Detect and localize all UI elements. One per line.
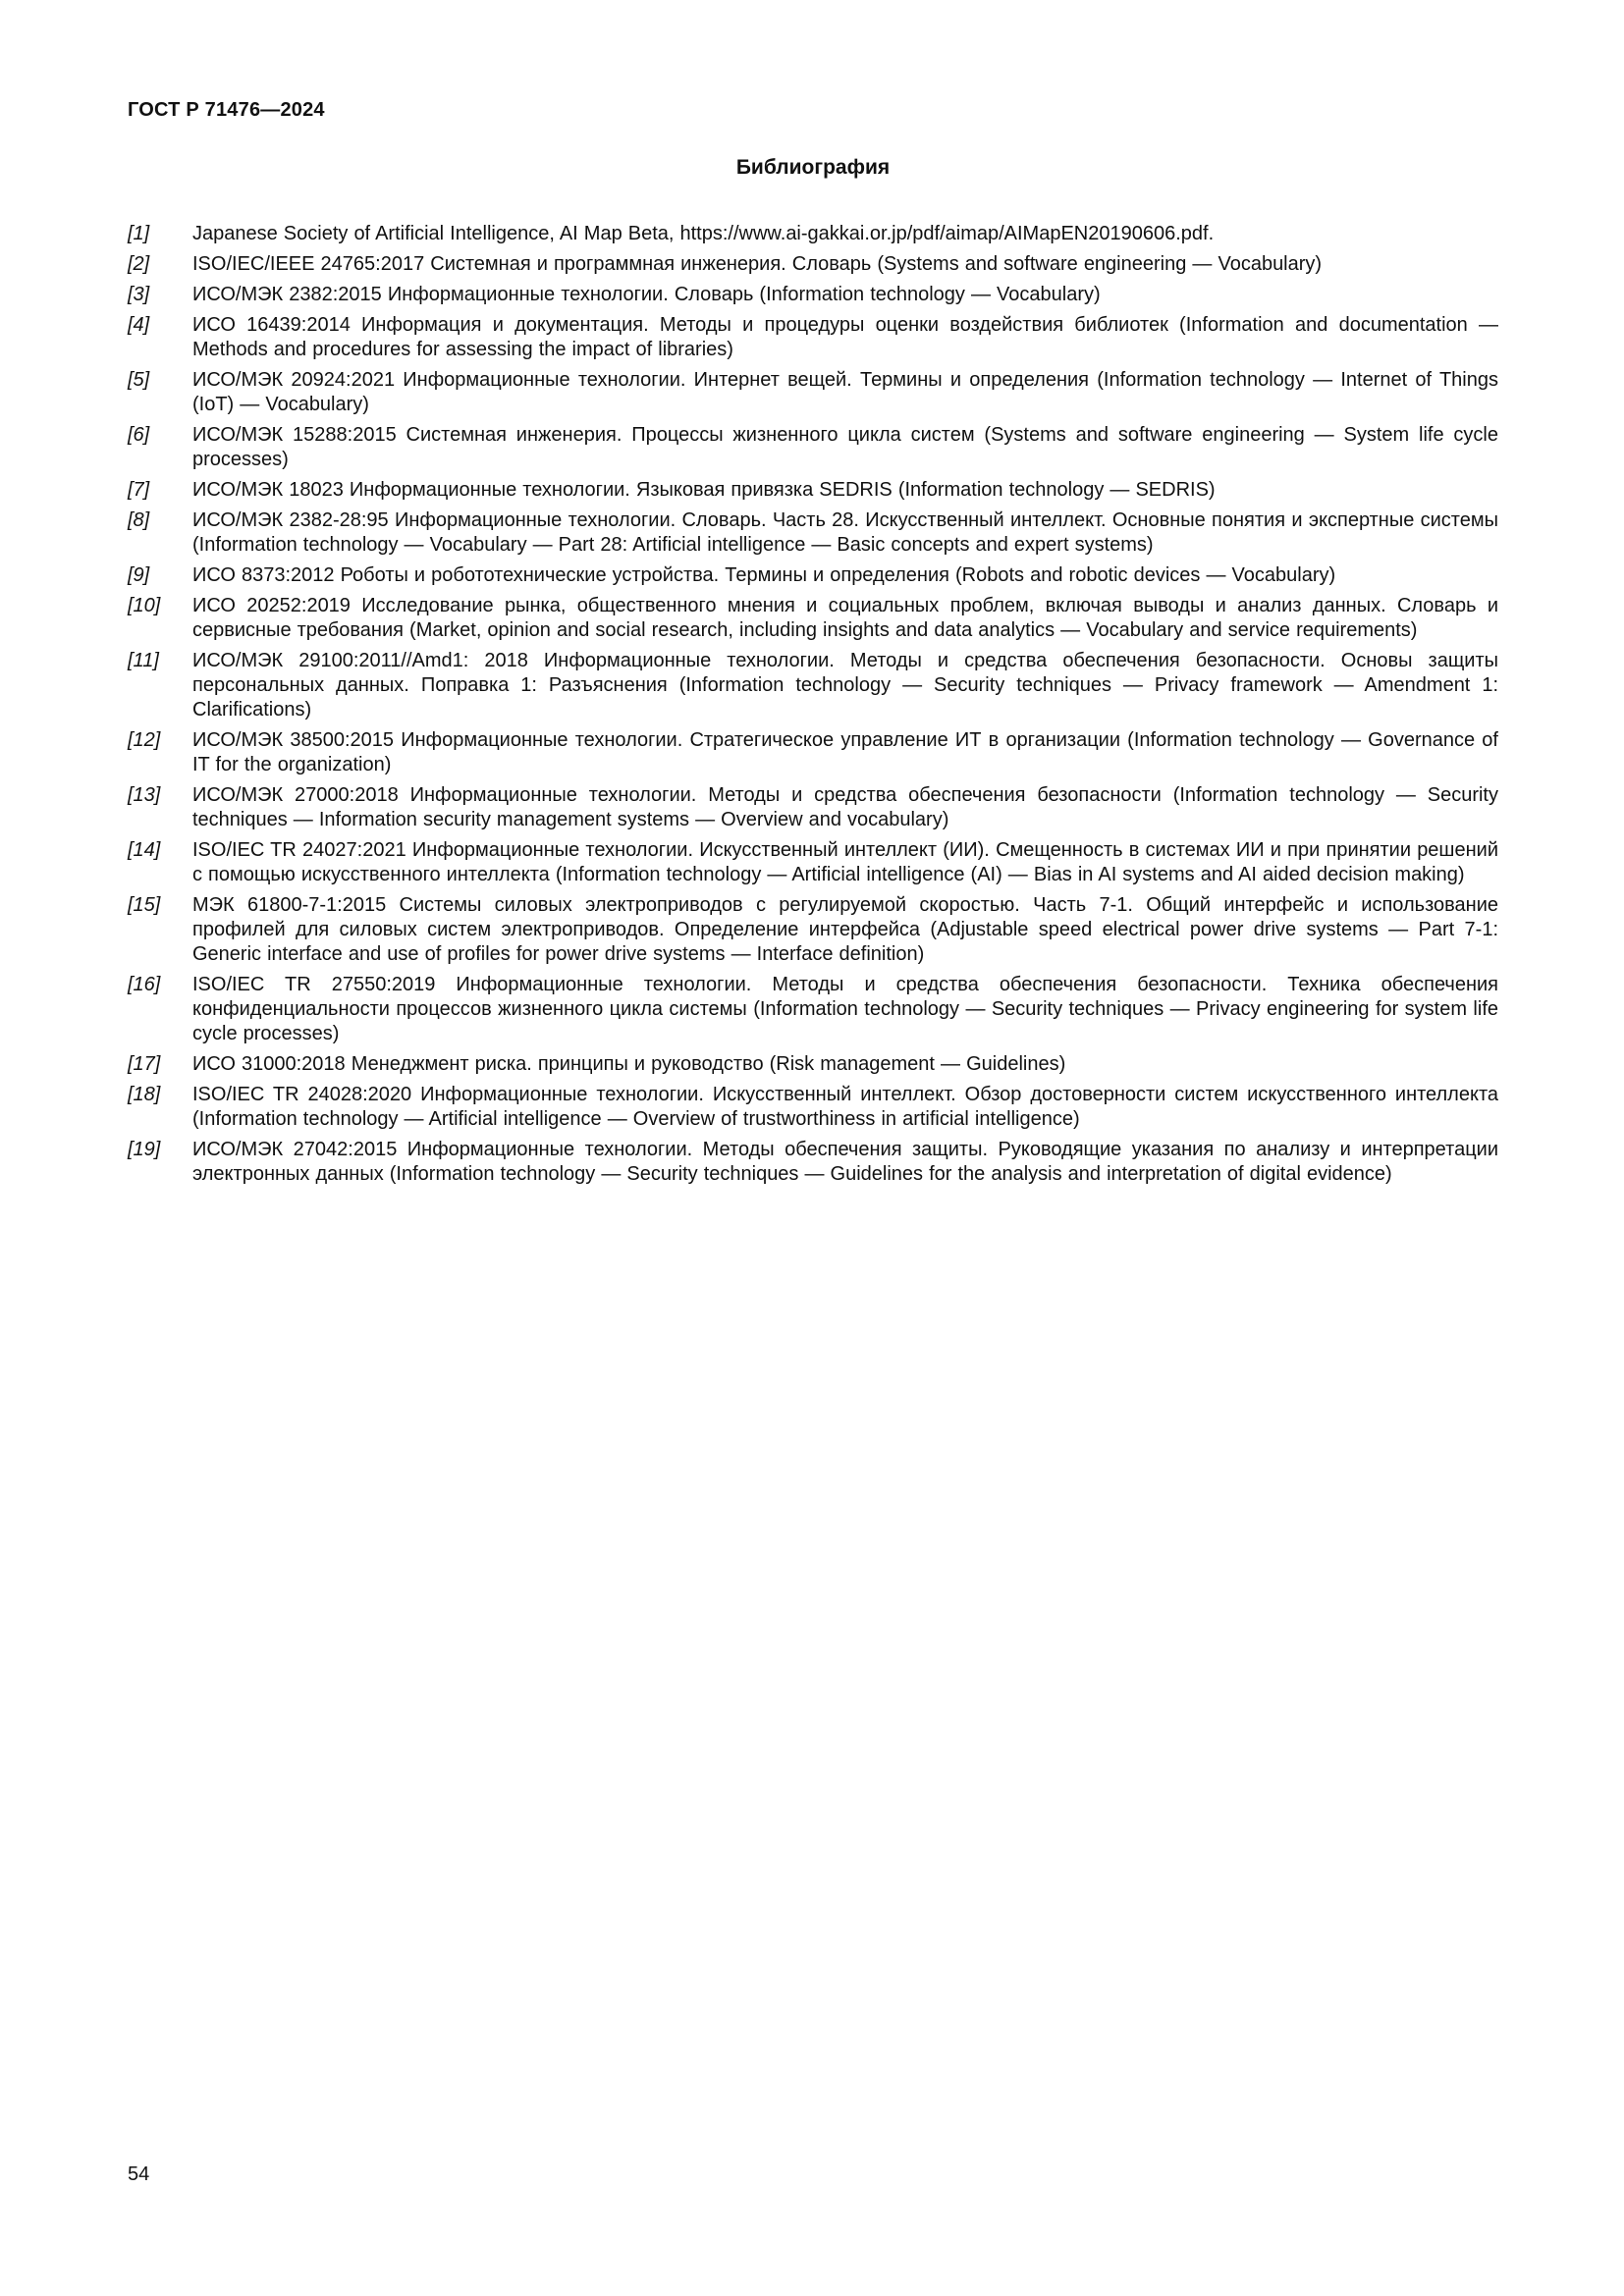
document-header: ГОСТ Р 71476—2024 xyxy=(128,99,325,121)
reference-number: [7] xyxy=(128,479,150,501)
reference-number: [11] xyxy=(128,650,159,671)
reference-number: [16] xyxy=(128,974,161,995)
reference-item xyxy=(128,594,1498,643)
reference-number: [1] xyxy=(128,223,150,244)
page-title: Библиография xyxy=(735,156,891,179)
reference-item xyxy=(128,728,1498,777)
reference-number: [8] xyxy=(128,509,150,531)
reference-text: ИСО 8373:2012 Роботы и робототехнические устройства. Термины и определения (Robots and robotic devices — Vocabulary) xyxy=(192,564,1336,586)
reference-item xyxy=(128,252,1498,277)
reference-number: [9] xyxy=(128,564,150,586)
reference-text: ISO/IEC TR 27550:2019 Информационные технологии. Методы и средства обеспечения безопасности. Техника обеспечения конфиденциальности процессов жизненного цикла системы (Information technology — Security techniques — Privacy engineering for system life cycle processes) xyxy=(192,974,1498,1044)
reference-number: [6] xyxy=(128,424,150,446)
reference-item xyxy=(128,783,1498,832)
reference-number: [3] xyxy=(128,284,150,305)
reference-text: ИСО/МЭК 20924:2021 Информационные технологии. Интернет вещей. Термины и определения (Information technology — Internet of Things (IoT) — Vocabulary) xyxy=(192,369,1498,415)
reference-item xyxy=(128,649,1498,722)
reference-number: [18] xyxy=(128,1084,161,1105)
reference-number: [14] xyxy=(128,839,161,861)
reference-text: МЭК 61800-7-1:2015 Системы силовых электроприводов с регулируемой скоростью. Часть 7-1. Общий интерфейс и использование профилей для силовых систем электроприводов. Определение интерфейса (Adjustable speed electrical power drive systems — Part 7-1: Generic interface and use of profiles for power drive systems — Interface definition) xyxy=(192,894,1498,965)
reference-text: Japanese Society of Artificial Intelligence, AI Map Beta, https://www.ai-gakkai.or.jp/pdf/aimap/AIMapEN20190606.pdf. xyxy=(192,223,1215,244)
reference-item xyxy=(128,283,1498,307)
reference-text: ИСО 31000:2018 Менеджмент риска. принципы и руководство (Risk management — Guidelines) xyxy=(192,1053,1066,1075)
reference-text: ИСО/МЭК 18023 Информационные технологии. Языковая привязка SEDRIS (Information technology — SEDRIS) xyxy=(192,479,1216,501)
reference-text: ИСО/МЭК 29100:2011//Amd1: 2018 Информационные технологии. Методы и средства обеспечения безопасности. Основы защиты персональных данных. Поправка 1: Разъяснения (Information technology — Security techniques — Privacy framework — Amendment 1: Clarifications) xyxy=(192,650,1498,721)
bibliography-list xyxy=(128,222,1498,1193)
reference-text: ИСО/МЭК 27042:2015 Информационные технологии. Методы обеспечения защиты. Руководящие указания по анализу и интерпретации электронных данных (Information technology — Security techniques — Guidelines for the analysis and interpretation of digital evidence) xyxy=(192,1139,1498,1185)
reference-item xyxy=(128,563,1498,588)
reference-text: ИСО/МЭК 27000:2018 Информационные технологии. Методы и средства обеспечения безопасности (Information technology — Security techniques — Information security management systems — Overview and vocabulary) xyxy=(192,784,1498,830)
reference-number: [17] xyxy=(128,1053,161,1075)
reference-item xyxy=(128,478,1498,503)
reference-number: [5] xyxy=(128,369,150,391)
reference-number: [19] xyxy=(128,1139,161,1160)
reference-item xyxy=(128,368,1498,417)
reference-text: ИСО/МЭК 2382:2015 Информационные технологии. Словарь (Information technology — Vocabulary) xyxy=(192,284,1101,305)
reference-number: [13] xyxy=(128,784,161,806)
reference-number: [4] xyxy=(128,314,150,336)
reference-item xyxy=(128,313,1498,362)
reference-item xyxy=(128,1052,1498,1077)
reference-item xyxy=(128,1138,1498,1187)
reference-number: [2] xyxy=(128,253,150,275)
reference-item xyxy=(128,973,1498,1046)
reference-text: ИСО/МЭК 2382-28:95 Информационные технологии. Словарь. Часть 28. Искусственный интеллект. Основные понятия и экспертные системы (Information technology — Vocabulary — Part 28: Artificial intelligence — Basic concepts and expert systems) xyxy=(192,509,1498,556)
reference-item xyxy=(128,508,1498,558)
reference-number: [10] xyxy=(128,595,161,616)
reference-text: ISO/IEC/IEEE 24765:2017 Системная и программная инженерия. Словарь (Systems and software engineering — Vocabulary) xyxy=(192,253,1323,275)
reference-item xyxy=(128,222,1498,246)
reference-text: ИСО/МЭК 38500:2015 Информационные технологии. Стратегическое управление ИТ в организации (Information technology — Governance of IT for the organization) xyxy=(192,729,1498,775)
reference-text: ИСО 20252:2019 Исследование рынка, общественного мнения и социальных проблем, включая выводы и анализ данных. Словарь и сервисные требования (Market, opinion and social research, including insights and data analytics — Vocabulary and service requirements) xyxy=(192,595,1498,641)
reference-item xyxy=(128,893,1498,967)
reference-item xyxy=(128,838,1498,887)
reference-number: [15] xyxy=(128,894,161,916)
reference-text: ISO/IEC TR 24027:2021 Информационные технологии. Искусственный интеллект (ИИ). Смещенность в системах ИИ и при принятии решений с помощью искусственного интеллекта (Information technology — Artificial intelligence (AI) — Bias in AI systems and AI aided decision making) xyxy=(192,839,1498,885)
reference-number: [12] xyxy=(128,729,161,751)
reference-text: ИСО/МЭК 15288:2015 Системная инженерия. Процессы жизненного цикла систем (Systems and software engineering — System life cycle processes) xyxy=(192,424,1498,470)
reference-text: ISO/IEC TR 24028:2020 Информационные технологии. Искусственный интеллект. Обзор достоверности систем искусственного интеллекта (Information technology — Artificial intelligence — Overview of trustworthiness in artificial intelligence) xyxy=(192,1084,1498,1130)
reference-text: ИСО 16439:2014 Информация и документация. Методы и процедуры оценки воздействия библиотек (Information and documentation — Methods and procedures for assessing the impact of libraries) xyxy=(192,314,1498,360)
reference-item xyxy=(128,1083,1498,1132)
page-number: 54 xyxy=(128,2163,150,2185)
reference-item xyxy=(128,423,1498,472)
